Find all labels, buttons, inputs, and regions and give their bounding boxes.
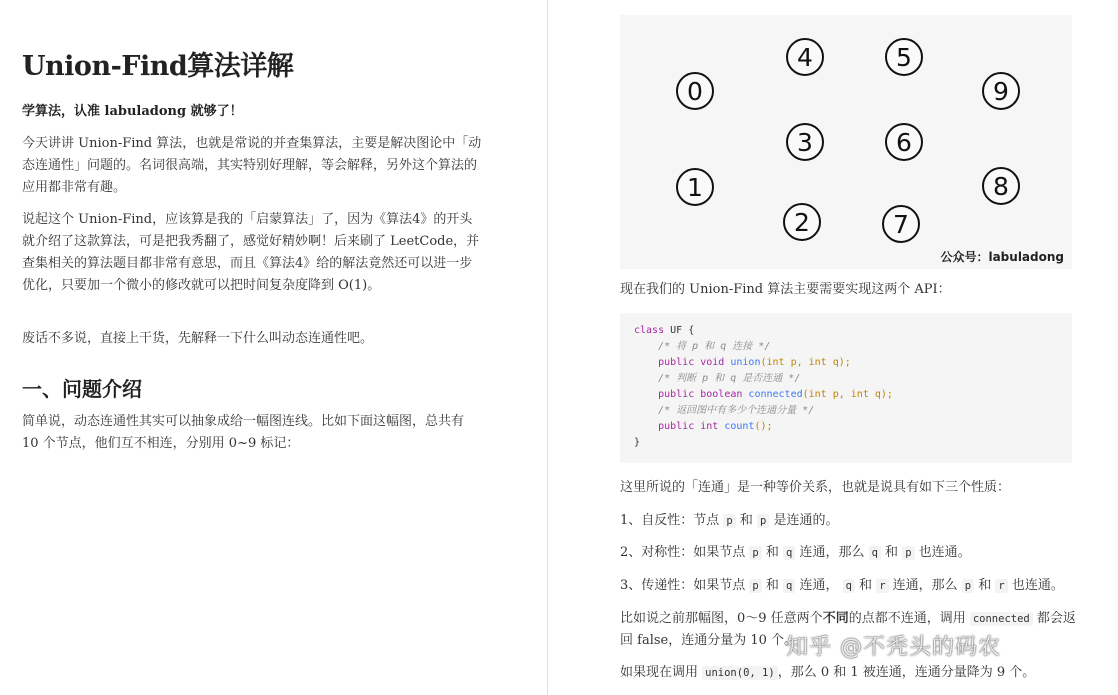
code-comment-count: /* 返回图中有多少个连通分量 */ <box>658 405 815 416</box>
code-kw-connected: public boolean <box>658 389 743 400</box>
node-5: 5 <box>885 38 923 76</box>
code-kw-count: public int <box>658 421 719 432</box>
code-comment-union: /* 将 p 和 q 连接 */ <box>658 341 771 352</box>
code-params-connected: (int p, int q); <box>802 389 893 400</box>
paragraph-problem: 简单说，动态连通性其实可以抽象成给一幅图连线。比如下面这幅图，总共有 10 个节点，他们互不相连，分别用 0~9 标记： <box>22 414 465 451</box>
node-6: 6 <box>885 123 923 161</box>
right-page <box>548 0 1118 695</box>
paragraph-example: 比如说之前那幅图，0～9 任意两个不同的点都不连通，调用 connected 都会返回 false，连通分量为 10 个。 <box>620 611 1076 648</box>
paragraph-story: 说起这个 Union-Find，应该算是我的「启蒙算法」了，因为《算法4》的开头就介绍了这款算法，可是把我秀翻了，感觉好精妙啊！后来刷了 LeetCode，并查集相关的算法题目都非常有意思，而且《算法4》给的解法竟然还可以进一步优化，只要加一个微小的修改就可以把时间复杂度降到 O(1)。 <box>22 212 480 293</box>
property-symmetric: 2、对称性：如果节点 p 和 q 连通，那么 q 和 p 也连通。 <box>620 545 971 560</box>
section-heading: 一、问题介绍 <box>22 377 142 401</box>
code-params-union: (int p, int q); <box>760 357 851 368</box>
code-class-name: UF { <box>664 325 695 336</box>
code-fn-count: count <box>724 421 755 432</box>
code-fn-union: union <box>730 357 761 368</box>
code-block <box>620 313 1072 463</box>
node-3: 3 <box>786 123 824 161</box>
paragraph-intro: 今天讲讲 Union-Find 算法，也就是常说的并查集算法，主要是解决图论中「动态连通性」问题的。名词很高端，其实特别好理解，等会解释，另外这个算法的应用都非常有趣。 <box>22 136 482 195</box>
node-2: 2 <box>783 203 821 241</box>
code-kw-union: public void <box>658 357 725 368</box>
property-transitive: 3、传递性：如果节点 p 和 q 连通， q 和 r 连通，那么 p 和 r 也连通。 <box>620 578 1064 593</box>
figure-watermark: 公众号：labuladong <box>940 250 1064 264</box>
node-0: 0 <box>676 72 714 110</box>
node-9: 9 <box>982 72 1020 110</box>
node-8: 8 <box>982 167 1020 205</box>
property-reflexive: 1、自反性：节点 p 和 p 是连通的。 <box>620 513 839 528</box>
node-4: 4 <box>786 38 824 76</box>
paragraph-union: 如果现在调用 union(0, 1) ，那么 0 和 1 被连通，连通分量降为 9 个。 <box>620 665 1036 680</box>
tagline: 学算法，认准 labuladong 就够了！ <box>22 104 243 119</box>
code-comment-connected: /* 判断 p 和 q 是否连通 */ <box>658 373 801 384</box>
relation-intro: 这里所说的「连通」是一种等价关系，也就是说具有如下三个性质： <box>620 480 1011 495</box>
code-kw-class: class <box>634 325 665 336</box>
nodes-figure <box>620 15 1072 269</box>
left-page <box>0 0 546 695</box>
code-close-brace: } <box>634 437 641 448</box>
article-title: Union-Find算法详解 <box>22 51 294 82</box>
code-fn-connected: connected <box>748 389 803 400</box>
code-params-count: (); <box>754 421 773 432</box>
node-7: 7 <box>882 205 920 243</box>
zhihu-watermark: 知乎 @不秃头的码农 <box>786 635 1001 660</box>
paragraph-transition: 废话不多说，直接上干货，先解释一下什么叫动态连通性吧。 <box>22 331 374 346</box>
node-1: 1 <box>676 168 714 206</box>
api-intro: 现在我们的 Union-Find 算法主要需要实现这两个 API： <box>620 282 951 297</box>
